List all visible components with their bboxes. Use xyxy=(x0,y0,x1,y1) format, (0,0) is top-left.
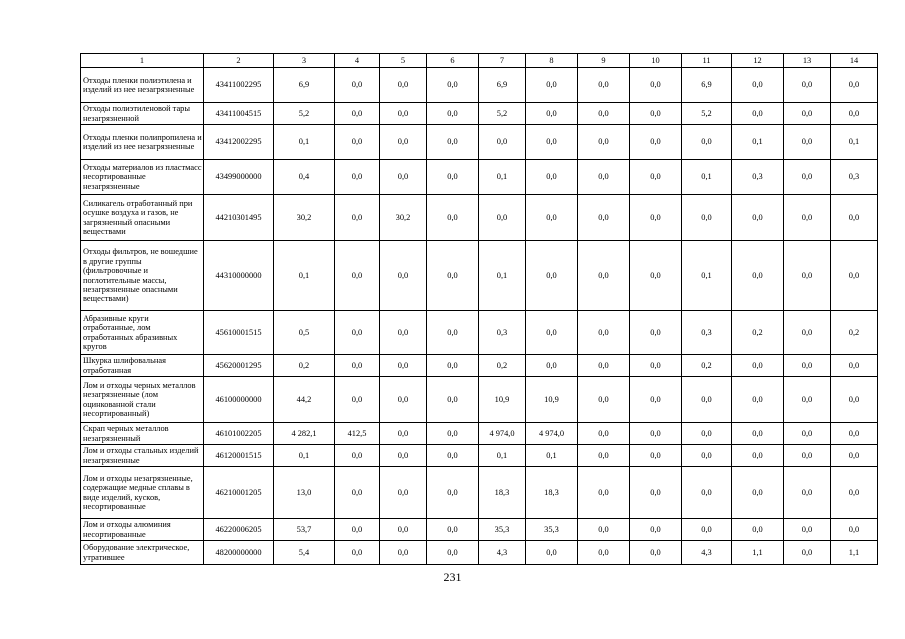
value-cell: 0,2 xyxy=(831,311,878,355)
waste-name-cell: Скрап черных металлов незагрязненный xyxy=(81,423,204,445)
value-cell: 0,0 xyxy=(784,311,831,355)
column-number: 7 xyxy=(479,54,526,68)
value-cell: 0,0 xyxy=(427,160,479,195)
value-cell: 0,0 xyxy=(578,445,630,467)
waste-code-cell: 46101002205 xyxy=(204,423,274,445)
waste-code-cell: 46120001515 xyxy=(204,445,274,467)
value-cell: 30,2 xyxy=(380,195,427,241)
value-cell: 0,0 xyxy=(732,241,784,311)
waste-name-cell: Лом и отходы незагрязненные, содержащие медные сплавы в виде изделий, кусков, несортированные xyxy=(81,467,204,519)
value-cell: 0,0 xyxy=(578,355,630,377)
value-cell: 0,0 xyxy=(630,467,682,519)
value-cell: 0,0 xyxy=(630,355,682,377)
table-row xyxy=(81,423,878,445)
column-number: 5 xyxy=(380,54,427,68)
value-cell: 0,0 xyxy=(784,541,831,565)
value-cell: 0,0 xyxy=(380,125,427,160)
value-cell: 0,0 xyxy=(630,311,682,355)
value-cell: 0,0 xyxy=(578,377,630,423)
value-cell: 0,0 xyxy=(380,68,427,103)
value-cell: 0,2 xyxy=(479,355,526,377)
waste-code-cell: 46220006205 xyxy=(204,519,274,541)
waste-name-cell: Оборудование электрическое, утратившее xyxy=(81,541,204,565)
column-number: 2 xyxy=(204,54,274,68)
waste-name-cell: Отходы полиэтиленовой тары незагрязненной xyxy=(81,103,204,125)
value-cell: 0,1 xyxy=(682,241,732,311)
waste-code-cell: 43411002295 xyxy=(204,68,274,103)
waste-code-cell: 43412002295 xyxy=(204,125,274,160)
value-cell: 0,0 xyxy=(831,377,878,423)
value-cell: 4 282,1 xyxy=(274,423,335,445)
value-cell: 4,3 xyxy=(479,541,526,565)
value-cell: 0,0 xyxy=(526,103,578,125)
value-cell: 10,9 xyxy=(526,377,578,423)
value-cell: 0,0 xyxy=(380,467,427,519)
waste-name-cell: Лом и отходы стальных изделий незагрязненные xyxy=(81,445,204,467)
value-cell: 0,0 xyxy=(682,423,732,445)
value-cell: 0,0 xyxy=(526,125,578,160)
waste-code-cell: 46210001205 xyxy=(204,467,274,519)
value-cell: 0,0 xyxy=(427,125,479,160)
waste-name-cell: Лом и отходы алюминия несортированные xyxy=(81,519,204,541)
value-cell: 0,0 xyxy=(578,195,630,241)
value-cell: 0,0 xyxy=(682,377,732,423)
value-cell: 0,0 xyxy=(380,355,427,377)
value-cell: 0,0 xyxy=(732,103,784,125)
value-cell: 0,0 xyxy=(784,160,831,195)
value-cell: 0,0 xyxy=(732,423,784,445)
value-cell: 35,3 xyxy=(526,519,578,541)
value-cell: 0,3 xyxy=(732,160,784,195)
value-cell: 0,0 xyxy=(427,377,479,423)
value-cell: 0,0 xyxy=(630,195,682,241)
value-cell: 0,0 xyxy=(630,519,682,541)
value-cell: 0,0 xyxy=(578,103,630,125)
value-cell: 0,0 xyxy=(335,68,380,103)
value-cell: 0,0 xyxy=(578,519,630,541)
value-cell: 0,0 xyxy=(427,355,479,377)
value-cell: 0,0 xyxy=(784,519,831,541)
value-cell: 0,0 xyxy=(732,195,784,241)
value-cell: 0,3 xyxy=(479,311,526,355)
value-cell: 0,0 xyxy=(831,423,878,445)
value-cell: 6,9 xyxy=(479,68,526,103)
value-cell: 0,0 xyxy=(479,125,526,160)
column-number: 1 xyxy=(81,54,204,68)
value-cell: 0,0 xyxy=(526,68,578,103)
value-cell: 0,2 xyxy=(732,311,784,355)
value-cell: 0,0 xyxy=(732,445,784,467)
column-number: 4 xyxy=(335,54,380,68)
value-cell: 44,2 xyxy=(274,377,335,423)
value-cell: 0,0 xyxy=(427,423,479,445)
value-cell: 0,0 xyxy=(335,355,380,377)
waste-name-cell: Отходы материалов из пластмасс несортированные незагрязненные xyxy=(81,160,204,195)
value-cell: 0,0 xyxy=(380,103,427,125)
value-cell: 0,0 xyxy=(380,423,427,445)
waste-code-cell: 45620001295 xyxy=(204,355,274,377)
table-row xyxy=(81,355,878,377)
value-cell: 0,0 xyxy=(526,195,578,241)
table-row xyxy=(81,445,878,467)
waste-name-cell: Отходы пленки полипропилена и изделий из нее незагрязненные xyxy=(81,125,204,160)
value-cell: 0,0 xyxy=(578,541,630,565)
value-cell: 0,0 xyxy=(335,519,380,541)
value-cell: 0,0 xyxy=(682,467,732,519)
value-cell: 13,0 xyxy=(274,467,335,519)
value-cell: 4,3 xyxy=(682,541,732,565)
value-cell: 0,0 xyxy=(630,103,682,125)
value-cell: 0,1 xyxy=(526,445,578,467)
value-cell: 0,0 xyxy=(335,541,380,565)
value-cell: 0,4 xyxy=(274,160,335,195)
value-cell: 0,0 xyxy=(526,311,578,355)
waste-code-cell: 45610001515 xyxy=(204,311,274,355)
value-cell: 0,1 xyxy=(274,445,335,467)
table-row xyxy=(81,160,878,195)
value-cell: 0,0 xyxy=(526,160,578,195)
value-cell: 0,0 xyxy=(578,423,630,445)
table-row xyxy=(81,103,878,125)
value-cell: 0,0 xyxy=(630,241,682,311)
value-cell: 4 974,0 xyxy=(479,423,526,445)
table-row xyxy=(81,125,878,160)
value-cell: 0,0 xyxy=(427,519,479,541)
value-cell: 4 974,0 xyxy=(526,423,578,445)
value-cell: 0,0 xyxy=(630,377,682,423)
value-cell: 0,5 xyxy=(274,311,335,355)
table-row xyxy=(81,241,878,311)
value-cell: 1,1 xyxy=(831,541,878,565)
value-cell: 0,0 xyxy=(578,160,630,195)
column-number: 6 xyxy=(427,54,479,68)
value-cell: 0,0 xyxy=(335,160,380,195)
value-cell: 0,0 xyxy=(732,519,784,541)
value-cell: 35,3 xyxy=(479,519,526,541)
value-cell: 0,0 xyxy=(427,103,479,125)
value-cell: 0,0 xyxy=(682,519,732,541)
table-row xyxy=(81,467,878,519)
value-cell: 0,0 xyxy=(526,541,578,565)
column-number: 12 xyxy=(732,54,784,68)
value-cell: 5,2 xyxy=(274,103,335,125)
value-cell: 0,0 xyxy=(578,125,630,160)
value-cell: 0,1 xyxy=(682,160,732,195)
value-cell: 0,0 xyxy=(427,241,479,311)
value-cell: 0,0 xyxy=(335,467,380,519)
waste-code-cell: 48200000000 xyxy=(204,541,274,565)
value-cell: 0,1 xyxy=(274,241,335,311)
value-cell: 0,0 xyxy=(831,103,878,125)
value-cell: 0,2 xyxy=(274,355,335,377)
value-cell: 0,0 xyxy=(784,125,831,160)
waste-code-cell: 46100000000 xyxy=(204,377,274,423)
value-cell: 0,0 xyxy=(784,423,831,445)
value-cell: 0,0 xyxy=(427,467,479,519)
waste-name-cell: Силикагель отработанный при осушке воздуха и газов, не загрязненный опасными веществами xyxy=(81,195,204,241)
value-cell: 0,0 xyxy=(831,195,878,241)
value-cell: 0,0 xyxy=(380,519,427,541)
page-number: 231 xyxy=(443,570,462,584)
value-cell: 0,0 xyxy=(526,355,578,377)
value-cell: 0,0 xyxy=(427,541,479,565)
value-cell: 0,0 xyxy=(335,311,380,355)
waste-code-cell: 44310000000 xyxy=(204,241,274,311)
value-cell: 0,0 xyxy=(831,68,878,103)
value-cell: 0,0 xyxy=(380,541,427,565)
value-cell: 0,3 xyxy=(682,311,732,355)
column-number: 10 xyxy=(630,54,682,68)
value-cell: 10,9 xyxy=(479,377,526,423)
value-cell: 0,0 xyxy=(784,241,831,311)
value-cell: 0,0 xyxy=(784,195,831,241)
value-cell: 0,0 xyxy=(784,355,831,377)
value-cell: 0,0 xyxy=(630,160,682,195)
value-cell: 0,0 xyxy=(427,311,479,355)
value-cell: 0,0 xyxy=(831,519,878,541)
value-cell: 0,0 xyxy=(784,103,831,125)
value-cell: 0,0 xyxy=(427,195,479,241)
table-row xyxy=(81,541,878,565)
value-cell: 0,1 xyxy=(274,125,335,160)
value-cell: 0,0 xyxy=(630,541,682,565)
waste-name-cell: Отходы фильтров, не вошедшие в другие группы (фильтровочные и поглотительные массы, незагрязненные опасными веществами) xyxy=(81,241,204,311)
value-cell: 0,0 xyxy=(784,467,831,519)
value-cell: 0,0 xyxy=(732,467,784,519)
value-cell: 0,0 xyxy=(831,355,878,377)
value-cell: 0,1 xyxy=(479,160,526,195)
table-row xyxy=(81,519,878,541)
value-cell: 0,0 xyxy=(427,445,479,467)
table-row xyxy=(81,311,878,355)
value-cell: 0,0 xyxy=(732,68,784,103)
value-cell: 0,0 xyxy=(682,445,732,467)
value-cell: 0,0 xyxy=(630,68,682,103)
value-cell: 0,0 xyxy=(831,445,878,467)
value-cell: 0,1 xyxy=(732,125,784,160)
value-cell: 0,0 xyxy=(630,423,682,445)
value-cell: 0,1 xyxy=(479,445,526,467)
value-cell: 0,0 xyxy=(630,125,682,160)
waste-name-cell: Шкурка шлифовальная отработанная xyxy=(81,355,204,377)
column-number: 9 xyxy=(578,54,630,68)
table-row xyxy=(81,195,878,241)
waste-name-cell: Отходы пленки полиэтилена и изделий из нее незагрязненные xyxy=(81,68,204,103)
value-cell: 0,0 xyxy=(335,241,380,311)
value-cell: 18,3 xyxy=(479,467,526,519)
value-cell: 412,5 xyxy=(335,423,380,445)
value-cell: 0,0 xyxy=(831,241,878,311)
value-cell: 5,4 xyxy=(274,541,335,565)
table-row xyxy=(81,68,878,103)
waste-code-cell: 43411004515 xyxy=(204,103,274,125)
value-cell: 0,0 xyxy=(784,377,831,423)
value-cell: 53,7 xyxy=(274,519,335,541)
value-cell: 0,0 xyxy=(380,377,427,423)
value-cell: 1,1 xyxy=(732,541,784,565)
value-cell: 5,2 xyxy=(479,103,526,125)
waste-code-cell: 43499000000 xyxy=(204,160,274,195)
value-cell: 0,0 xyxy=(335,125,380,160)
value-cell: 0,0 xyxy=(784,445,831,467)
column-number: 3 xyxy=(274,54,335,68)
value-cell: 6,9 xyxy=(274,68,335,103)
value-cell: 0,0 xyxy=(335,103,380,125)
value-cell: 0,0 xyxy=(380,311,427,355)
value-cell: 5,2 xyxy=(682,103,732,125)
waste-name-cell: Абразивные круги отработанные, лом отработанных абразивных кругов xyxy=(81,311,204,355)
data-table xyxy=(80,53,878,565)
value-cell: 0,0 xyxy=(682,195,732,241)
value-cell: 30,2 xyxy=(274,195,335,241)
value-cell: 0,0 xyxy=(380,445,427,467)
value-cell: 0,0 xyxy=(578,241,630,311)
table-body xyxy=(81,68,878,565)
value-cell: 0,1 xyxy=(479,241,526,311)
value-cell: 0,0 xyxy=(335,377,380,423)
value-cell: 0,0 xyxy=(578,311,630,355)
waste-name-cell: Лом и отходы черных металлов незагрязненные (лом оцинкованной стали несортированный) xyxy=(81,377,204,423)
column-number: 11 xyxy=(682,54,732,68)
column-number: 14 xyxy=(831,54,878,68)
value-cell: 0,0 xyxy=(578,467,630,519)
value-cell: 0,0 xyxy=(578,68,630,103)
value-cell: 0,0 xyxy=(526,241,578,311)
value-cell: 0,0 xyxy=(335,195,380,241)
waste-code-cell: 44210301495 xyxy=(204,195,274,241)
value-cell: 0,0 xyxy=(732,355,784,377)
value-cell: 0,0 xyxy=(630,445,682,467)
value-cell: 0,1 xyxy=(831,125,878,160)
value-cell: 18,3 xyxy=(526,467,578,519)
value-cell: 0,2 xyxy=(682,355,732,377)
value-cell: 0,0 xyxy=(784,68,831,103)
value-cell: 0,0 xyxy=(682,125,732,160)
value-cell: 0,0 xyxy=(380,160,427,195)
value-cell: 0,0 xyxy=(335,445,380,467)
table-row xyxy=(81,377,878,423)
column-number: 13 xyxy=(784,54,831,68)
value-cell: 0,3 xyxy=(831,160,878,195)
value-cell: 0,0 xyxy=(831,467,878,519)
column-number: 8 xyxy=(526,54,578,68)
value-cell: 6,9 xyxy=(682,68,732,103)
value-cell: 0,0 xyxy=(427,68,479,103)
value-cell: 0,0 xyxy=(732,377,784,423)
value-cell: 0,0 xyxy=(479,195,526,241)
column-number-row xyxy=(81,54,878,68)
value-cell: 0,0 xyxy=(380,241,427,311)
